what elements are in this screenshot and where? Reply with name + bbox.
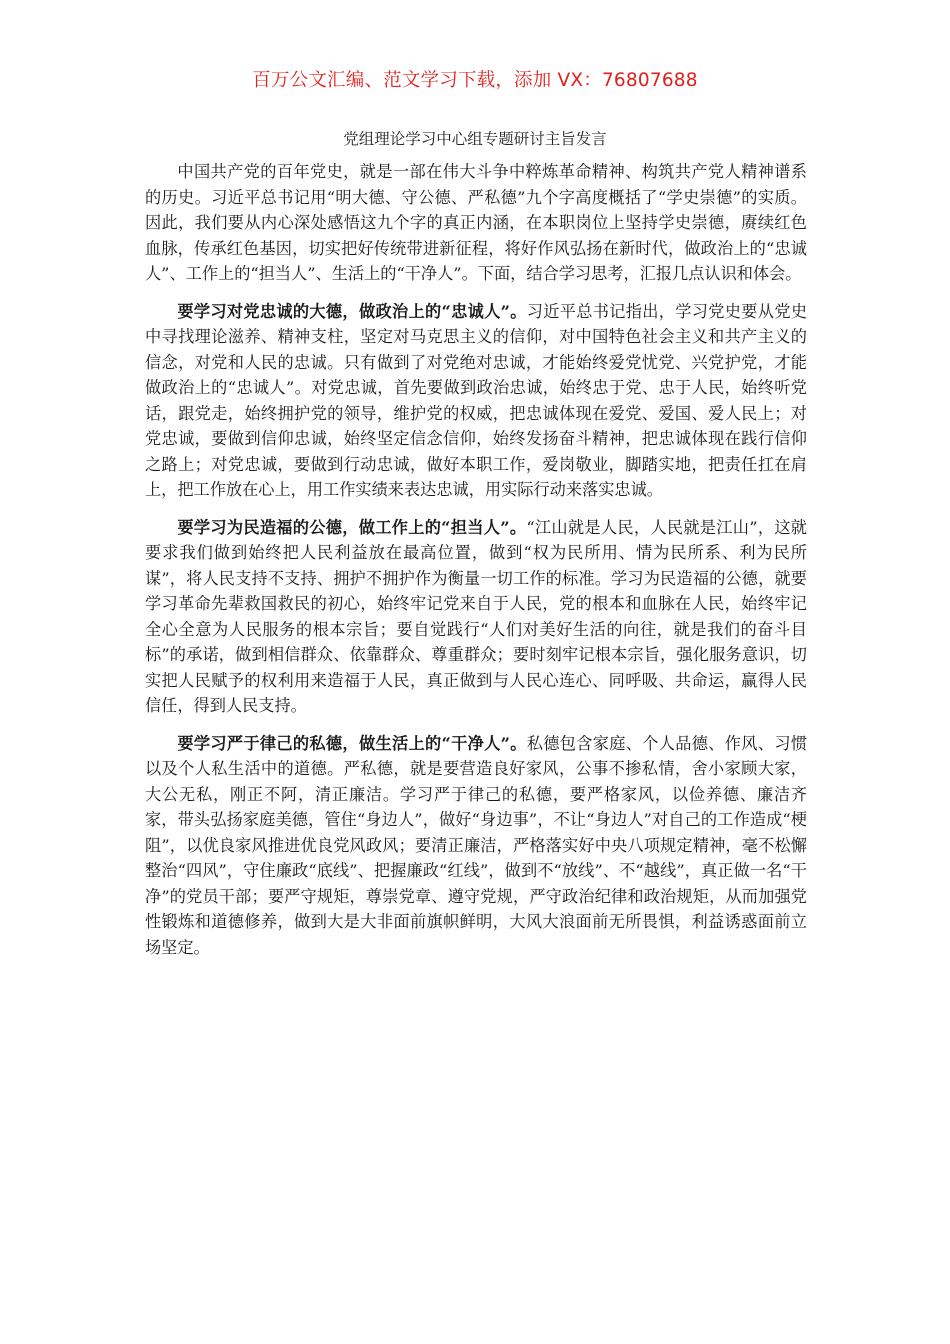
section-paragraph-integrity <box>145 731 807 961</box>
section-paragraph-responsibility <box>145 515 807 719</box>
promo-banner: 百万公文汇编、范文学习下载，添加 VX：76807688 <box>252 70 698 91</box>
section-paragraph-loyalty <box>145 299 807 503</box>
section-text: 私德包含家庭、个人品德、作风、习惯以及个人私生活中的道德。严私德，就是要营造良好家风，公事不掺私情，舍小家顾大家，大公无私，刚正不阿，清正廉洁。学习严于律己的私德，要严格家风，以俭养德、廉洁齐家，带头弘扬家庭美德，管住“身边人”，做好“身边事”，不让“身边人”对自己的工作造成“梗阻”，以优良家风推进优良党风政风；要清正廉洁，严格落实好中央八项规定精神，毫不松懈整治“四风”，守住廉政“底线”、把握廉政“红线”，做到不“放线”、不“越线”，真正做一名“干净”的党员干部；要严守规矩，尊崇党章、遵守党规，严守政治纪律和政治规矩，从而加强党性锻炼和道德修养，做到大是大非面前旗帜鲜明，大风大浪面前无所畏惧，利益诱惑面前立场坚定。 <box>145 733 808 957</box>
section-heading: 要学习对党忠诚的大德，做政治上的“忠诚人”。 <box>177 301 527 321</box>
section-heading: 要学习为民造福的公德，做工作上的“担当人”。 <box>177 517 527 537</box>
intro-paragraph: 中国共产党的百年党史，就是一部在伟大斗争中粹炼革命精神、构筑共产党人精神谱系的历史。习近平总书记用“明大德、守公德、严私德”九个字高度概括了“学史崇德”的实质。因此，我们要从内心深处感悟这九个字的真正内涵，在本职岗位上坚持学史崇德，赓续红色血脉，传承红色基因，切实把好传统带进新征程，将好作风弘扬在新时代，做政治上的“忠诚人”、工作上的“担当人”、生活上的“干净人”。下面，结合学习思考，汇报几点认识和体会。 <box>145 162 807 283</box>
document-body <box>145 159 807 972</box>
document-title: 党组理论学习中心组专题研讨主旨发言 <box>343 130 607 148</box>
section-heading: 要学习严于律己的私德，做生活上的“干净人”。 <box>177 733 527 753</box>
section-text: 习近平总书记指出，学习党史要从党史中寻找理论滋养、精神支柱，坚定对马克思主义的信仰，对中国特色社会主义和共产主义的信念，对党和人民的忠诚。只有做到了对党绝对忠诚，才能始终爱党忧党、兴党护党，才能做政治上的“忠诚人”。对党忠诚，首先要做到政治忠诚，始终忠于党、忠于人民，始终听党话，跟党走，始终拥护党的领导，维护党的权威，把忠诚体现在爱党、爱国、爱人民上；对党忠诚，要做到信仰忠诚，始终坚定信念信仰，始终发扬奋斗精神，把忠诚体现在践行信仰之路上；对党忠诚，要做到行动忠诚，做好本职工作，爱岗敬业，脚踏实地，把责任扛在肩上，把工作放在心上，用工作实绩来表达忠诚，用实际行动来落实忠诚。 <box>145 301 808 499</box>
section-text: “江山就是人民，人民就是江山”，这就要求我们做到始终把人民利益放在最高位置，做到“权为民所用、情为民所系、利为民所谋”，将人民支持不支持、拥护不拥护作为衡量一切工作的标准。学习为民造福的公德，就要学习革命先辈救国救民的初心，始终牢记党来自于人民，党的根本和血脉在人民，始终牢记全心全意为人民服务的根本宗旨；要自觉践行“人们对美好生活的向往，就是我们的奋斗目标”的承诺，做到相信群众、依靠群众、尊重群众；要时刻牢记根本宗旨，强化服务意识，切实把人民赋予的权利用来造福于人民，真正做到与人民心连心、同呼吸、共命运，赢得人民信任，得到人民支持。 <box>145 517 807 715</box>
